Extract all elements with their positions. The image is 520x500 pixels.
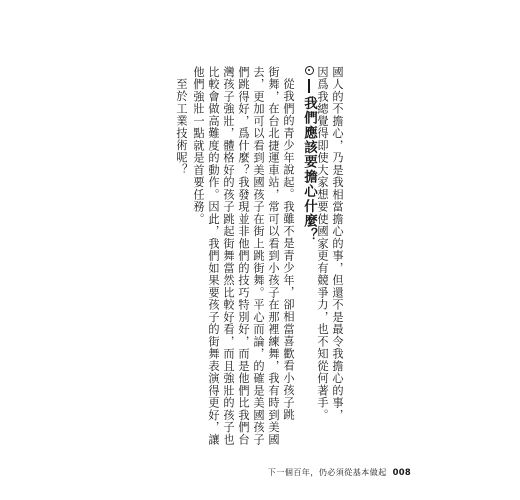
paragraph-line-6: 們跳得好，爲什麼？我發現並非他們的技巧特別好，而是他們比我們台 [237,66,250,446]
paragraph-line-5: 去，更加可以看到美國孩子在街上跳街舞。平心而論，的確是美國孩子 [252,66,265,446]
paragraph-line-9: 他們強壯一點就是首要任務。 [192,66,205,226]
running-title: 下一個百年，仍必須從基本做起 [267,467,387,477]
heading-dash [308,79,310,93]
page-footer [0,467,411,478]
bullet-circle-icon [305,66,314,75]
paragraph-line-4: 街舞，在台北捷運車站，常可以看到小孩子在那裡練舞，我有時到美國 [267,66,280,446]
section-heading-text: 我們應該要擔心什麼？ [301,96,317,243]
paragraph-line-7: 灣孩子強壯，體格好的孩子跳起街舞當然比較好看，而且強壯的孩子也 [222,66,235,446]
paragraph-line-3: 從我們的青少年說起。我雖不是青少年，卻相當喜歡看小孩子跳 [282,78,295,421]
paragraph-line-1: 國人的不擔心，乃是我相當擔心的事，但還不是最令我擔心的事， [331,66,344,422]
paragraph-line-10: 至於工業技術呢？ [175,78,188,176]
page-number: 008 [392,467,411,477]
section-heading [301,66,317,243]
paragraph-line-2: 因爲我總覺得即使大家想要使國家更有競爭力，也不知從何著手。 [316,66,329,422]
paragraph-line-8: 比較會做高難度的動作。因此，我們如果要孩子的街舞表演得更好，讓 [207,66,220,446]
